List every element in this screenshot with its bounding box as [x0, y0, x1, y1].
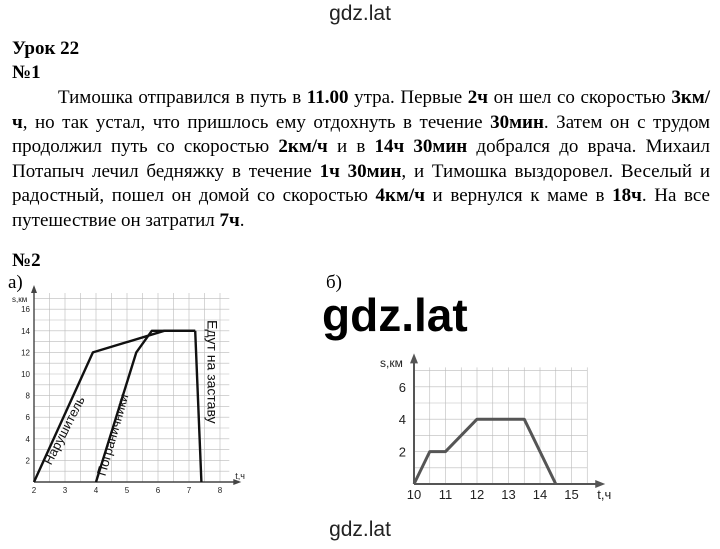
y-axis-arrow	[31, 285, 37, 293]
y-axis-label: s,км	[12, 295, 28, 304]
task1-text-fragment: . Затем он с трудом продолжил путь со скоростью	[12, 111, 710, 157]
x-tick-label: 7	[186, 486, 192, 495]
series-label-intruder: Нарушитель	[40, 393, 88, 468]
task1-text-fragment: .	[239, 209, 245, 231]
x-tick-label: 5	[124, 486, 130, 495]
x-tick-label: 3	[62, 486, 68, 495]
x-tick-label: 15	[564, 487, 579, 502]
y-tick-label: 14	[21, 326, 30, 336]
task1-value: 14ч 30мин	[374, 136, 468, 157]
y-tick-label: 2	[25, 456, 30, 466]
chart-a	[10, 292, 250, 502]
watermark-top: gdz.lat	[329, 2, 391, 25]
task1-text-fragment: Тимошка отправился в путь в	[58, 87, 307, 108]
y-axis-arrow	[410, 353, 418, 363]
task1-value: 2ч	[467, 87, 488, 108]
y-tick-label: 6	[25, 413, 30, 423]
task1-value: 11.00	[306, 87, 349, 108]
task1-value: 1ч 30мин	[319, 160, 402, 182]
x-tick-label: 2	[31, 486, 37, 495]
y-tick-label: 16	[21, 305, 30, 315]
task1-value: 18ч	[612, 185, 642, 206]
task1-value: 4км/ч	[375, 185, 425, 206]
task1-text-fragment: . На все путешествие он затратил	[12, 185, 710, 231]
x-axis-label: t,ч	[235, 471, 246, 481]
x-tick-label: 8	[217, 486, 223, 495]
x-tick-label: 4	[93, 486, 99, 495]
task1-number: №1	[12, 62, 41, 83]
task1-text-fragment: добрался до врача. Михаил Потапыч лечил бедняжку в течение	[12, 136, 711, 182]
series-label-return: Едут на заставу	[204, 320, 221, 424]
task1-text-fragment: утра. Первые	[348, 87, 468, 108]
y-tick-label: 4	[25, 434, 30, 444]
chart-b	[366, 350, 612, 502]
series-label-guards: Пограничники	[93, 392, 132, 478]
x-tick-label: 12	[469, 487, 485, 502]
y-tick-label: 12	[21, 348, 30, 358]
x-axis-label: t,ч	[597, 487, 612, 502]
x-tick-label: 11	[438, 487, 453, 502]
y-tick-label: 10	[21, 370, 30, 379]
x-tick-label: 6	[155, 486, 161, 495]
task1-paragraph	[12, 86, 710, 233]
y-tick-label: 6	[398, 379, 406, 395]
y-tick-label: 8	[25, 391, 30, 401]
x-tick-label: 13	[501, 487, 516, 502]
watermark-bottom: gdz.lat	[329, 518, 391, 541]
task1-text-fragment: и в	[327, 136, 375, 157]
subtask-b-label: б)	[326, 272, 342, 293]
x-tick-label: 10	[406, 487, 422, 502]
task1-value: 30мин	[490, 111, 544, 133]
watermark-middle: gdz.lat	[322, 289, 468, 341]
y-tick-label: 2	[398, 444, 406, 460]
task2-number: №2	[12, 250, 41, 271]
task1-value: 3км/ч	[12, 87, 711, 133]
task1-text-fragment: он шел со скоростью	[488, 87, 672, 108]
y-axis-label: s,км	[380, 356, 403, 370]
lesson-title: Урок 22	[12, 38, 80, 59]
task1-text-fragment: , и Тимошка выздоровел. Веселый и радостный, пошел он домой со скоростью	[12, 160, 710, 206]
task1-value: 7ч	[219, 209, 240, 231]
task1-value: 2км/ч	[278, 136, 328, 157]
subtask-a-label: а)	[8, 272, 23, 293]
y-tick-label: 4	[398, 412, 406, 428]
task1-text-fragment: и вернулся к маме в	[424, 185, 613, 206]
task1-text-fragment: , но так устал, что пришлось ему отдохнуть в течение	[22, 111, 491, 133]
x-tick-label: 14	[532, 487, 548, 502]
